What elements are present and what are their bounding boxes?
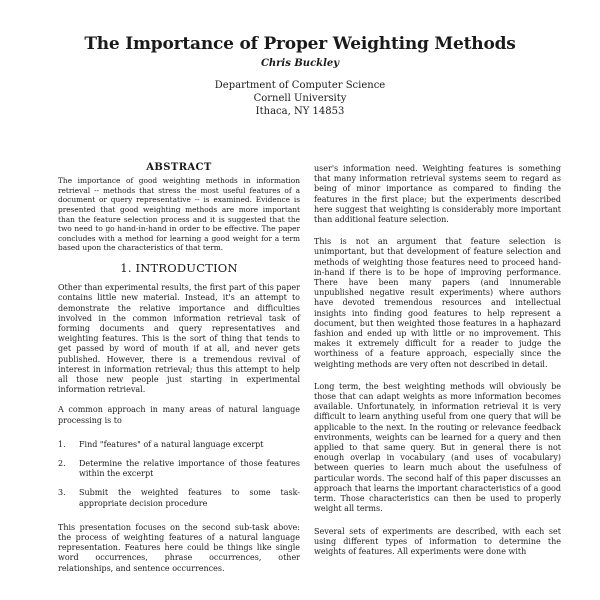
list-item-text: Determine the relative importance of those features within the excerpt: [79, 459, 300, 479]
right-column: [314, 164, 561, 569]
list-item-number: 3.: [58, 488, 66, 498]
list-item-text: Submit the weighted features to some task-appropriate decision procedure: [79, 488, 300, 508]
section-heading-introduction: 1. INTRODUCTION: [120, 260, 238, 275]
right-paragraph-3: Long term, the best weighting methods will obviously be those that can adapt weights as more information becomes available. Unfortunately, in information retrieval it is very difficult to learn anything useful from one query that will be applicable to the next. In the routing or relevance feedback environments, weights can be learned for a query and then applied to that same query. But in general there is not enough overlap in vocabulary (and uses of vocabulary) between queries to learn much about the usefulness of particular words. The second half of this paper discusses an approach that learns the important characteristics of a good term. Those characteristics can then be used to properly weight all terms.: [314, 381, 561, 514]
list-item: [58, 459, 300, 479]
list-item-text: Find "features" of a natural language excerpt: [79, 439, 264, 449]
abstract-text: The importance of good weighting methods in information retrieval -- methods that stress the most useful features of a document or query representative -- is examined. Evidence is presented that good weighting methods are more important than the feature selection process and it is suggested that the two need to go hand-in-hand in order to be effective. The paper concludes with a method for learning a good weight for a term based upon the characteristics of that term.: [58, 176, 300, 253]
right-paragraph-1: user's information need. Weighting features is something that many information retrieval systems seem to regard as being of minor importance as compared to finding the features in the first place; but the experiments described here suggest that weighting is considerably more important than additional feature selection.: [314, 164, 561, 225]
list-item-number: 1.: [58, 439, 66, 449]
list-item-number: 2.: [58, 459, 66, 468]
affiliation-address: Ithaca, NY 14853: [255, 106, 345, 117]
intro-paragraph-2: A common approach in many areas of natural language processing is to: [58, 405, 300, 425]
intro-paragraph-1: Other than experimental results, the first part of this paper contains little new material. Instead, it's an attempt to demonstrate the relative importance and difficulties involved in the common information retrieval task of forming documents and query representatives and weighting features. This is the sort of thing that tends to get passed by word of mouth if at all, and never gets published. However, there is a tremendous revival of interest in information retrieval; thus this attempt to help all those new people just starting in experimental information retrieval.: [58, 283, 300, 395]
steps-list: [58, 440, 300, 509]
left-column: [58, 163, 300, 584]
list-item: [58, 440, 300, 450]
affiliation-university: Cornell University: [253, 93, 347, 104]
affiliation-department: Department of Computer Science: [214, 80, 386, 91]
affiliation-block: [0, 79, 600, 118]
list-item: [58, 488, 300, 508]
right-paragraph-4: Several sets of experiments are described, with each set using different types of information to determine the weights of features. All experiments were done with: [314, 526, 561, 556]
abstract-heading: ABSTRACT: [146, 162, 212, 173]
intro-paragraph-3: This presentation focuses on the second sub-task above: the process of weighting features of a natural language representation. Features here could be things like single word occurrences, phrase occurrences, other relationships, and sentence occurrences.: [58, 522, 300, 573]
author-name: Chris Buckley: [260, 58, 340, 69]
paper-title: The Importance of Proper Weighting Methods: [84, 34, 516, 54]
right-paragraph-2: This is not an argument that feature selection is unimportant, but that development of feature selection and methods of weighting those features need to proceed hand-in-hand if there is to be hope of improving performance. There have been many papers (and innumerable unpublished negative result experiments) where authors have devoted tremendous resources and intellectual insights into finding good features to help represent a document, but then weighted those features in a haphazard fashion and ended up with little or no improvement. This makes it extremely difficult for a reader to judge the worthiness of a feature approach, especially since the weighting methods are very often not described in detail.: [314, 237, 561, 369]
